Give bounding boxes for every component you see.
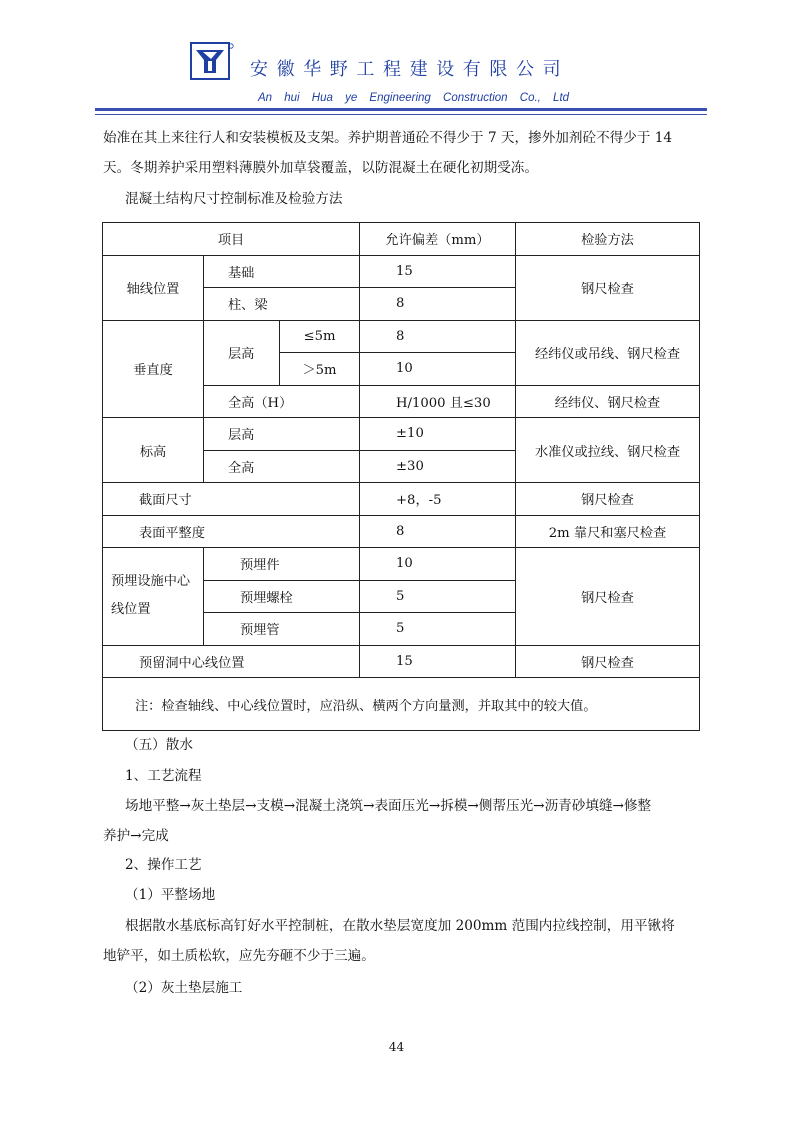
vertical-full-method: 经纬仪、钢尺检查 xyxy=(516,385,700,418)
embedded-label: 预埋设施中心线位置 xyxy=(103,548,204,646)
elevation-label: 标高 xyxy=(103,418,204,483)
embedded-tol-3: 5 xyxy=(360,613,516,646)
elevation-tol-1: ±10 xyxy=(360,418,516,451)
header-tolerance: 允许偏差（mm） xyxy=(360,223,516,256)
section-method: 钢尺检查 xyxy=(516,483,700,516)
tolerance-table xyxy=(102,222,700,731)
intro-line-2: 天。冬期养护采用塑料薄膜外加草袋覆盖，以防混凝土在硬化初期受冻。 xyxy=(103,160,538,176)
step2-title: （2）灰土垫层施工 xyxy=(125,980,243,996)
elevation-sub-2: 全高 xyxy=(204,450,360,483)
embedded-method: 钢尺检查 xyxy=(516,548,700,646)
table-row xyxy=(103,548,700,581)
axis-label: 轴线位置 xyxy=(103,255,204,320)
table-caption: 混凝土结构尺寸控制标准及检验方法 xyxy=(125,191,343,207)
header-method: 检验方法 xyxy=(516,223,700,256)
vertical-tol-2: 10 xyxy=(360,353,516,386)
vertical-label: 垂直度 xyxy=(103,320,204,418)
embedded-tol-1: 10 xyxy=(360,548,516,581)
vertical-full-tol: H/1000 且≤30 xyxy=(360,385,516,418)
vertical-full-label: 全高（H） xyxy=(204,385,360,418)
axis-sub-2: 柱、梁 xyxy=(204,288,360,321)
elevation-tol-2: ±30 xyxy=(360,450,516,483)
flow-line-1: 场地平整→灰土垫层→支模→混凝土浇筑→表面压光→拆模→侧帮压光→沥青砂填缝→修整 xyxy=(125,798,652,814)
hole-method: 钢尺检查 xyxy=(516,645,700,678)
flow-line-2: 养护→完成 xyxy=(103,828,169,844)
vertical-cond-2: ＞5m xyxy=(280,353,360,386)
embedded-tol-2: 5 xyxy=(360,580,516,613)
flow-title: 1、工艺流程 xyxy=(125,768,202,784)
table-row xyxy=(103,645,700,678)
table-header-row xyxy=(103,223,700,256)
flatness-tol: 8 xyxy=(360,515,516,548)
section-label: 截面尺寸 xyxy=(103,483,360,516)
header-rule-thin xyxy=(95,114,707,115)
axis-tol-2: 8 xyxy=(360,288,516,321)
table-row xyxy=(103,255,700,288)
axis-method: 钢尺检查 xyxy=(516,255,700,320)
table-row xyxy=(103,515,700,548)
embedded-sub-1: 预埋件 xyxy=(204,548,360,581)
header-item: 项目 xyxy=(103,223,360,256)
axis-tol-1: 15 xyxy=(360,255,516,288)
page-number: 44 xyxy=(388,1040,405,1054)
intro-line-1: 始准在其上来往行人和安装模板及支架。养护期普通砼不得少于 7 天，掺外加剂砼不得少于 14 xyxy=(103,130,673,146)
vertical-floor-method: 经纬仪或吊线、钢尺检查 xyxy=(516,320,700,385)
section-heading: （五）散水 xyxy=(125,737,193,753)
step1-title: （1）平整场地 xyxy=(125,887,216,903)
vertical-tol-1: 8 xyxy=(360,320,516,353)
vertical-cond-1: ≤5m xyxy=(280,320,360,353)
elevation-sub-1: 层高 xyxy=(204,418,360,451)
table-note-row xyxy=(103,678,700,731)
step1-line-2: 地铲平，如土质松软，应先夯砸不少于三遍。 xyxy=(103,948,375,964)
header-rule-thick xyxy=(95,108,707,111)
table-row xyxy=(103,320,700,353)
process-title: 2、操作工艺 xyxy=(125,857,202,873)
section-tol: +8，-5 xyxy=(360,483,516,516)
vertical-floor-label: 层高 xyxy=(204,320,280,385)
hole-label: 预留洞中心线位置 xyxy=(103,645,360,678)
company-name-chinese: 安徽华野工程建设有限公司 xyxy=(250,59,570,80)
flatness-method: 2m 靠尺和塞尺检查 xyxy=(516,515,700,548)
axis-sub-1: 基础 xyxy=(204,255,360,288)
huaye-logo-icon xyxy=(190,42,234,82)
table-note: 注：检查轴线、中心线位置时，应沿纵、横两个方向量测，并取其中的较大值。 xyxy=(103,678,700,731)
elevation-method: 水准仪或拉线、钢尺检查 xyxy=(516,418,700,483)
hole-tol: 15 xyxy=(360,645,516,678)
flatness-label: 表面平整度 xyxy=(103,515,360,548)
embedded-sub-2: 预埋螺栓 xyxy=(204,580,360,613)
table-row xyxy=(103,483,700,516)
embedded-sub-3: 预埋管 xyxy=(204,613,360,646)
table-row xyxy=(103,418,700,451)
company-name-english: An hui Hua ye Engineering Construction Co., Ltd xyxy=(258,92,570,104)
step1-line-1: 根据散水基底标高钉好水平控制桩，在散水垫层宽度加 200mm 范围内拉线控制，用平锹将 xyxy=(125,918,675,934)
